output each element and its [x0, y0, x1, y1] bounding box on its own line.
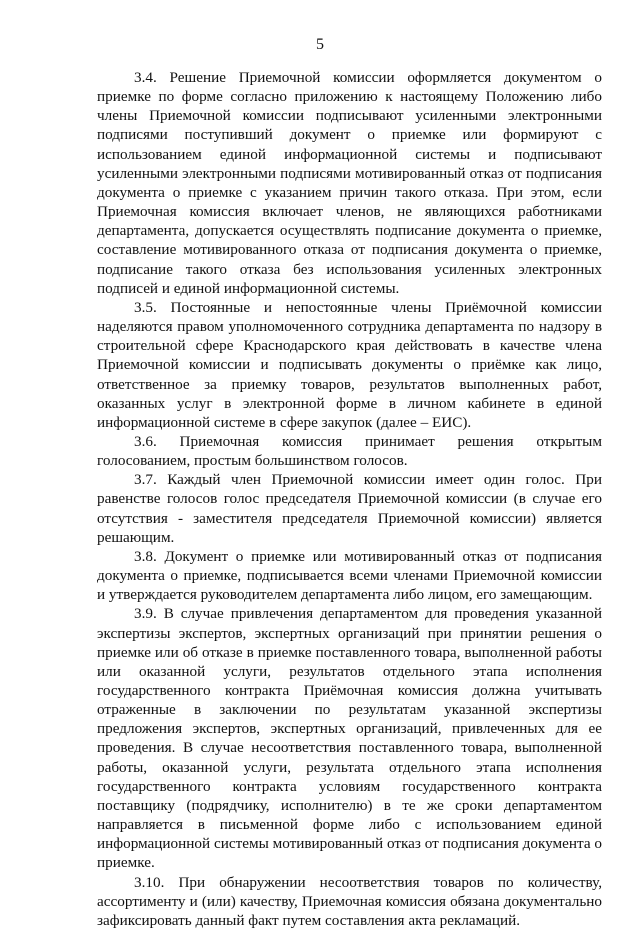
paragraph-3-5: 3.5. Постоянные и непостоянные члены Приёмочной комиссии наделяются правом уполномоченного сотрудника департамента по надзору в строительной сфере Краснодарского края действовать в качестве члена Приемочной комиссии и подписывать документы о приёмке как лицо, ответственное за приемку товаров, результатов выполненных работ, оказанных услуг в электронной форме в личном кабинете в единой информационной системе в сфере закупок (далее – ЕИС).	[97, 298, 602, 431]
paragraph-3-8: 3.8. Документ о приемке или мотивированный отказ от подписания документа о приемке, подписывается всеми членами Приемочной комиссии и утверждается руководителем департамента либо лицом, его замещающим.	[97, 547, 602, 604]
paragraph-3-6: 3.6. Приемочная комиссия принимает решения открытым голосованием, простым большинством голосов.	[97, 432, 602, 470]
paragraph-3-10: 3.10. При обнаружении несоответствия товаров по количеству, ассортименту и (или) качеству, Приемочная комиссия обязана документально зафиксировать данный факт путем составления акта рекламаций.	[97, 873, 602, 929]
page-number: 5	[316, 36, 324, 53]
document-body	[97, 68, 602, 930]
paragraph-3-4: 3.4. Решение Приемочной комиссии оформляется документом о приемке по форме согласно приложению к настоящему Положению либо члены Приемочной комиссии подписывают усиленными электронными подписями поступивший документ о приемке или формируют с использованием единой информационной системы и подписывают усиленными электронными подписями мотивированный отказ от подписания документа о приемке с указанием причин такого отказа. При этом, если Приемочная комиссия включает членов, не являющихся работниками департамента, допускается осуществлять подписание документа о приемке, составление мотивированного отказа от подписания документа о приемке, подписание такого отказа без использования усиленных электронных подписей и единой информационной системы.	[97, 69, 602, 297]
paragraph-3-9: 3.9. В случае привлечения департаментом для проведения указанной экспертизы экспертов, экспертных организаций при принятии решения о приемке или об отказе в приемке поставленного товара, выполненной работы или оказанной услуги, результатов отдельного этапа исполнения государственного контракта Приёмочная комиссия должна учитывать отраженные в заключении по результатам указанной экспертизы предложения экспертов, экспертных организаций, привлеченных для ее проведения. В случае несоответствия поставленного товара, выполненной работы, оказанной услуги, результата отдельного этапа исполнения государственного контракта условиям государственного контракта поставщику (подрядчику, исполнителю) в те же сроки департаментом направляется в письменной форме либо с использованием единой информационной системы мотивированный отказ от подписания документа о приемке.	[97, 605, 602, 872]
paragraph-3-7: 3.7. Каждый член Приемочной комиссии имеет один голос. При равенстве голосов голос председателя Приемочной комиссии (в случае его отсутствия - заместителя председателя Приемочной комиссии) является решающим.	[97, 471, 602, 546]
